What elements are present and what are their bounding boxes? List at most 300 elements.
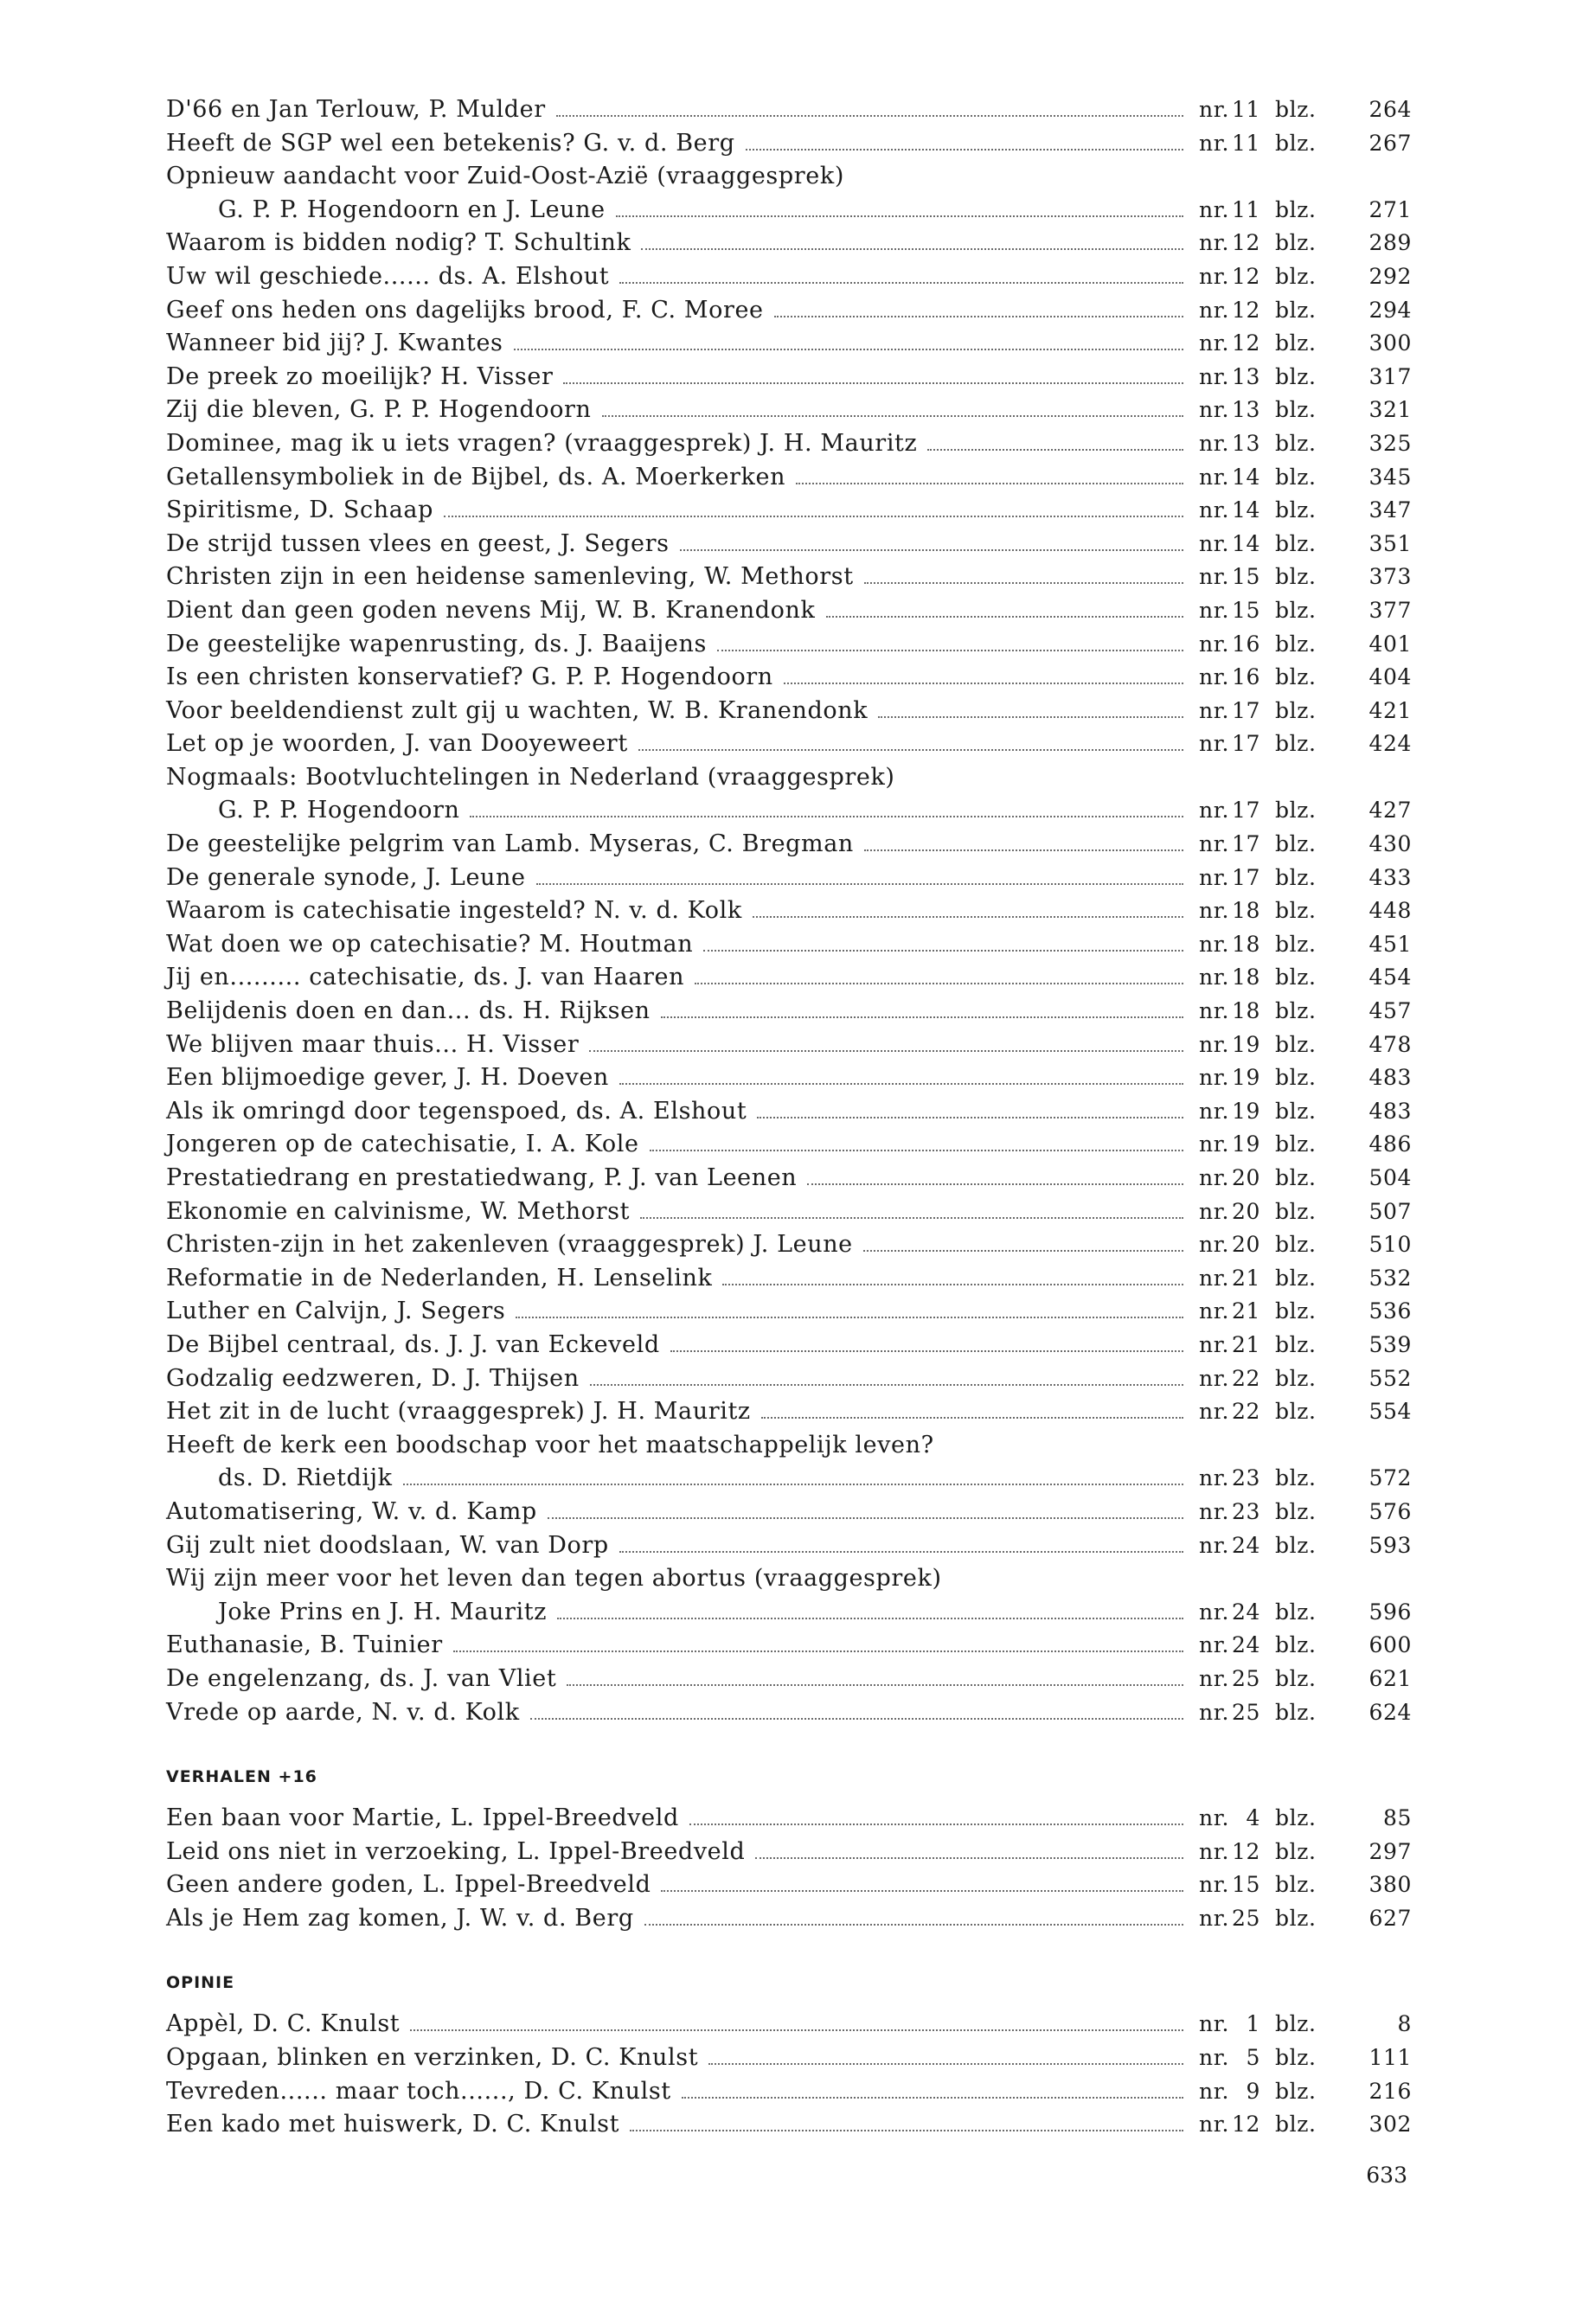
nr-value: 11 [1232, 130, 1261, 156]
entry-title: Zij die bleven, G. P. P. Hogendoorn [166, 396, 592, 424]
blz-label: blz. [1275, 1805, 1317, 1831]
dot-leader [644, 1924, 1183, 1926]
entry-title: Heeft de SGP wel een betekenis? G. v. d. Berg [166, 129, 735, 157]
dot-leader [589, 1050, 1183, 1052]
page-reference [1275, 1629, 1412, 1663]
index-entry [166, 995, 1412, 1029]
index-page [166, 93, 1412, 2142]
entry-reference [1199, 594, 1412, 628]
page-reference [1275, 227, 1412, 260]
issue-number [1199, 594, 1275, 628]
entry-reference [1199, 1496, 1412, 1529]
entry-reference [1199, 1529, 1412, 1563]
nr-label: nr. [1199, 1331, 1230, 1357]
entry-title: Geen andere goden, L. Ippel-Breedveld [166, 1871, 651, 1899]
main-entry-list [166, 93, 1412, 1729]
page-reference [1275, 2108, 1412, 2142]
blz-label: blz. [1275, 2011, 1317, 2037]
entry-title: Als je Hem zag komen, J. W. v. d. Berg [166, 1904, 634, 1932]
blz-label: blz. [1275, 1031, 1317, 1057]
page-reference [1275, 93, 1412, 127]
index-entry [166, 1262, 1412, 1296]
index-entry [166, 93, 1412, 127]
dot-leader [722, 1284, 1183, 1285]
entry-title: De preek zo moeilijk? H. Visser [166, 362, 554, 390]
blz-value: 454 [1368, 965, 1412, 990]
issue-number [1199, 1228, 1275, 1262]
page-reference [1275, 394, 1412, 427]
issue-number [1199, 494, 1275, 528]
blz-label: blz. [1275, 564, 1317, 590]
nr-label: nr. [1199, 597, 1230, 623]
index-entry [166, 695, 1412, 728]
dot-leader [661, 1016, 1183, 1018]
entry-title: Getallensymboliek in de Bijbel, ds. A. Moerkerken [166, 463, 786, 490]
issue-number [1199, 695, 1275, 728]
blz-label: blz. [1275, 97, 1317, 122]
dot-leader [670, 1350, 1183, 1352]
dot-leader [567, 1684, 1183, 1686]
blz-value: 421 [1368, 697, 1412, 723]
issue-number [1199, 1095, 1275, 1129]
page-reference [1275, 727, 1412, 761]
nr-value: 18 [1232, 898, 1261, 924]
blz-value: 433 [1368, 864, 1412, 890]
dot-leader [556, 115, 1183, 117]
index-entry [166, 1496, 1412, 1529]
page-reference [1275, 1462, 1412, 1496]
page-reference [1275, 1228, 1412, 1262]
nr-label: nr. [1199, 864, 1230, 890]
index-entry [166, 661, 1412, 695]
blz-value: 536 [1368, 1298, 1412, 1324]
blz-value: 345 [1368, 464, 1412, 490]
nr-value: 23 [1232, 1498, 1261, 1524]
index-entry [166, 1061, 1412, 1095]
nr-label: nr. [1199, 965, 1230, 990]
blz-value: 572 [1368, 1465, 1412, 1491]
nr-value: 9 [1246, 2078, 1261, 2104]
page-reference [1275, 928, 1412, 962]
blz-label: blz. [1275, 2078, 1317, 2104]
dot-leader [514, 349, 1184, 350]
entry-title: G. P. P. Hogendoorn [218, 797, 460, 824]
issue-number [1199, 260, 1275, 294]
blz-label: blz. [1275, 130, 1317, 156]
entry-reference [1199, 1395, 1412, 1429]
entry-title: Prestatiedrang en prestatiedwang, P. J. van Leenen [166, 1164, 798, 1191]
blz-value: 478 [1368, 1031, 1412, 1057]
index-entry [166, 1696, 1412, 1730]
nr-value: 12 [1232, 263, 1261, 289]
index-entry [166, 194, 1412, 228]
issue-number [1199, 1395, 1275, 1429]
entry-reference [1199, 1836, 1412, 1869]
blz-value: 600 [1368, 1632, 1412, 1658]
blz-value: 85 [1382, 1805, 1412, 1831]
index-entry [166, 727, 1412, 761]
issue-number [1199, 628, 1275, 662]
nr-value: 16 [1232, 664, 1261, 690]
issue-number [1199, 828, 1275, 862]
nr-label: nr. [1199, 1065, 1230, 1091]
blz-label: blz. [1275, 497, 1317, 523]
dot-leader [453, 1650, 1183, 1652]
index-entry [166, 1802, 1412, 1836]
entry-reference [1199, 1029, 1412, 1062]
issue-number [1199, 294, 1275, 328]
blz-label: blz. [1275, 965, 1317, 990]
blz-label: blz. [1275, 263, 1317, 289]
dot-leader [557, 1618, 1183, 1619]
issue-number [1199, 461, 1275, 495]
page-reference [1275, 995, 1412, 1029]
entry-title: D'66 en Jan Terlouw, P. Mulder [166, 96, 546, 123]
dot-leader [863, 1250, 1183, 1252]
entry-reference [1199, 1329, 1412, 1362]
nr-value: 17 [1232, 864, 1261, 890]
entry-reference [1199, 1128, 1412, 1162]
index-entry [166, 327, 1412, 361]
blz-value: 424 [1368, 731, 1412, 757]
nr-label: nr. [1199, 631, 1230, 657]
issue-number [1199, 227, 1275, 260]
dot-leader [602, 415, 1183, 417]
page-reference [1275, 1029, 1412, 1062]
issue-number [1199, 2008, 1275, 2041]
nr-value: 16 [1232, 631, 1261, 657]
dot-leader [641, 248, 1183, 250]
entry-reference [1199, 127, 1412, 161]
nr-label: nr. [1199, 2011, 1230, 2037]
entry-reference [1199, 961, 1412, 995]
nr-label: nr. [1199, 497, 1230, 523]
index-entry [166, 294, 1412, 328]
dot-leader [826, 616, 1184, 618]
entry-title: Automatisering, W. v. d. Kamp [166, 1497, 537, 1525]
page-reference [1275, 1262, 1412, 1296]
issue-number [1199, 1061, 1275, 1095]
entry-title: Leid ons niet in verzoeking, L. Ippel-Breedveld [166, 1837, 746, 1865]
entry-title-line: Opnieuw aandacht voor Zuid-Oost-Azië (vraaggesprek) [166, 163, 844, 190]
blz-label: blz. [1275, 297, 1317, 323]
blz-label: blz. [1275, 931, 1317, 957]
entry-reference [1199, 528, 1412, 561]
issue-number [1199, 1029, 1275, 1062]
nr-value: 15 [1232, 564, 1261, 590]
blz-value: 532 [1368, 1265, 1412, 1291]
page-reference [1275, 427, 1412, 461]
blz-label: blz. [1275, 1098, 1317, 1124]
entry-title-line: Nogmaals: Bootvluchtelingen in Nederland (vraaggesprek) [166, 763, 895, 791]
blz-value: 539 [1368, 1331, 1412, 1357]
issue-number [1199, 1596, 1275, 1630]
blz-label: blz. [1275, 464, 1317, 490]
dot-leader [536, 883, 1183, 885]
nr-value: 18 [1232, 998, 1261, 1024]
blz-value: 300 [1368, 330, 1412, 356]
entry-reference [1199, 394, 1412, 427]
dot-leader [682, 2097, 1183, 2099]
index-entry [166, 1868, 1412, 1902]
nr-label: nr. [1199, 664, 1230, 690]
entry-title: Euthanasie, B. Tuinier [166, 1631, 443, 1659]
nr-label: nr. [1199, 1838, 1230, 1864]
page-reference [1275, 2041, 1412, 2075]
dot-leader [590, 1384, 1183, 1386]
issue-number [1199, 794, 1275, 828]
nr-label: nr. [1199, 1805, 1230, 1831]
blz-label: blz. [1275, 1665, 1317, 1691]
dot-leader [619, 282, 1183, 284]
dot-leader [708, 2063, 1183, 2065]
page-reference [1275, 1095, 1412, 1129]
page-reference [1275, 1802, 1412, 1836]
blz-value: 627 [1368, 1905, 1412, 1931]
blz-value: 401 [1368, 631, 1412, 657]
dot-leader [630, 2130, 1183, 2131]
entry-title: De strijd tussen vlees en geest, J. Segers [166, 529, 670, 557]
blz-label: blz. [1275, 2112, 1317, 2138]
page-reference [1275, 1195, 1412, 1229]
nr-label: nr. [1199, 731, 1230, 757]
entry-title: Opgaan, blinken en verzinken, D. C. Knulst [166, 2044, 699, 2072]
nr-label: nr. [1199, 196, 1230, 222]
index-entry [166, 1295, 1412, 1329]
entry-title: Een baan voor Martie, L. Ippel-Breedveld [166, 1804, 679, 1832]
page-reference [1275, 1128, 1412, 1162]
index-entry [166, 928, 1412, 962]
entry-reference [1199, 327, 1412, 361]
blz-value: 554 [1368, 1399, 1412, 1425]
index-entry [166, 127, 1412, 161]
entry-reference [1199, 294, 1412, 328]
entry-title: Joke Prins en J. H. Mauritz [218, 1598, 548, 1625]
nr-value: 20 [1232, 1165, 1261, 1190]
verhalen-entry-list [166, 1802, 1412, 1935]
nr-value: 12 [1232, 330, 1261, 356]
entry-title: Waarom is catechisatie ingesteld? N. v. d. Kolk [166, 897, 742, 925]
page-reference [1275, 1663, 1412, 1696]
blz-label: blz. [1275, 798, 1317, 824]
entry-reference [1199, 494, 1412, 528]
nr-label: nr. [1199, 363, 1230, 389]
blz-label: blz. [1275, 831, 1317, 857]
nr-value: 5 [1246, 2045, 1261, 2071]
blz-value: 486 [1368, 1131, 1412, 1157]
blz-label: blz. [1275, 1532, 1317, 1558]
blz-value: 552 [1368, 1365, 1412, 1391]
blz-label: blz. [1275, 864, 1317, 890]
blz-label: blz. [1275, 1065, 1317, 1091]
page-reference [1275, 794, 1412, 828]
entry-title: Voor beeldendienst zult gij u wachten, W. B. Kranendonk [166, 696, 869, 724]
blz-label: blz. [1275, 430, 1317, 456]
nr-value: 15 [1232, 597, 1261, 623]
nr-label: nr. [1199, 1905, 1230, 1931]
dot-leader [746, 149, 1183, 151]
entry-reference [1199, 227, 1412, 260]
issue-number [1199, 862, 1275, 895]
nr-value: 12 [1232, 230, 1261, 256]
nr-value: 23 [1232, 1465, 1261, 1491]
entry-reference [1199, 1162, 1412, 1195]
blz-value: 351 [1368, 530, 1412, 556]
blz-value: 457 [1368, 998, 1412, 1024]
blz-label: blz. [1275, 363, 1317, 389]
blz-label: blz. [1275, 530, 1317, 556]
entry-reference [1199, 1696, 1412, 1730]
blz-label: blz. [1275, 1465, 1317, 1491]
issue-number [1199, 1802, 1275, 1836]
blz-value: 267 [1368, 130, 1412, 156]
nr-label: nr. [1199, 898, 1230, 924]
blz-value: 430 [1368, 831, 1412, 857]
index-entry [166, 1029, 1412, 1062]
blz-label: blz. [1275, 1498, 1317, 1524]
nr-label: nr. [1199, 931, 1230, 957]
dot-leader [784, 683, 1183, 684]
nr-value: 19 [1232, 1098, 1261, 1124]
blz-value: 264 [1368, 97, 1412, 122]
nr-label: nr. [1199, 97, 1230, 122]
dot-leader [864, 582, 1183, 584]
page-reference [1275, 1395, 1412, 1429]
nr-label: nr. [1199, 530, 1230, 556]
entry-title: Is een christen konservatief? G. P. P. Hogendoorn [166, 663, 773, 691]
entry-reference [1199, 1802, 1412, 1836]
blz-value: 111 [1368, 2045, 1412, 2071]
entry-title: Ekonomie en calvinisme, W. Methorst [166, 1197, 631, 1225]
entry-title: Reformatie in de Nederlanden, H. Lenselink [166, 1264, 713, 1292]
nr-value: 13 [1232, 430, 1261, 456]
blz-label: blz. [1275, 597, 1317, 623]
page-reference [1275, 594, 1412, 628]
nr-value: 21 [1232, 1265, 1261, 1291]
page-number: 633 [1366, 2163, 1407, 2188]
index-entry [166, 862, 1412, 895]
dot-leader [689, 1823, 1183, 1825]
entry-reference [1199, 1295, 1412, 1329]
blz-label: blz. [1275, 330, 1317, 356]
nr-label: nr. [1199, 1365, 1230, 1391]
nr-label: nr. [1199, 230, 1230, 256]
index-entry [166, 1529, 1412, 1563]
blz-label: blz. [1275, 1298, 1317, 1324]
entry-reference [1199, 1902, 1412, 1936]
blz-label: blz. [1275, 1131, 1317, 1157]
entry-reference [1199, 794, 1412, 828]
dot-leader [444, 516, 1183, 517]
index-entry [166, 628, 1412, 662]
blz-label: blz. [1275, 1699, 1317, 1725]
dot-leader [703, 950, 1183, 952]
index-entry [166, 427, 1412, 461]
entry-title: Luther en Calvijn, J. Segers [166, 1298, 506, 1325]
entry-title: We blijven maar thuis... H. Visser [166, 1030, 580, 1058]
entry-reference [1199, 1596, 1412, 1630]
nr-value: 11 [1232, 97, 1261, 122]
blz-value: 483 [1368, 1065, 1412, 1091]
nr-label: nr. [1199, 2112, 1230, 2138]
nr-value: 21 [1232, 1331, 1261, 1357]
page-reference [1275, 528, 1412, 561]
dot-leader [640, 1217, 1183, 1219]
nr-value: 14 [1232, 464, 1261, 490]
section-heading-verhalen: VERHALEN +16 [166, 1767, 317, 1787]
dot-leader [563, 382, 1183, 384]
page-reference [1275, 461, 1412, 495]
index-entry [166, 1228, 1412, 1262]
issue-number [1199, 127, 1275, 161]
nr-label: nr. [1199, 1632, 1230, 1658]
dot-leader [619, 1083, 1183, 1085]
nr-value: 24 [1232, 1599, 1261, 1625]
issue-number [1199, 1195, 1275, 1229]
blz-value: 377 [1368, 597, 1412, 623]
issue-number [1199, 1696, 1275, 1730]
entry-title: Godzalig eedzweren, D. J. Thijsen [166, 1364, 580, 1392]
entry-reference [1199, 1061, 1412, 1095]
dot-leader [661, 1890, 1183, 1892]
nr-label: nr. [1199, 564, 1230, 590]
blz-value: 216 [1368, 2078, 1412, 2104]
issue-number [1199, 995, 1275, 1029]
page-reference [1275, 1295, 1412, 1329]
issue-number [1199, 2108, 1275, 2142]
entry-title: Het zit in de lucht (vraaggesprek) J. H. Mauritz [166, 1398, 751, 1426]
blz-label: blz. [1275, 1905, 1317, 1931]
blz-label: blz. [1275, 196, 1317, 222]
page-reference [1275, 327, 1412, 361]
nr-label: nr. [1199, 1098, 1230, 1124]
issue-number [1199, 561, 1275, 594]
entry-title-line: Wij zijn meer voor het leven dan tegen abortus (vraaggesprek) [166, 1565, 942, 1593]
nr-value: 13 [1232, 397, 1261, 423]
dot-leader [757, 1117, 1183, 1118]
index-entry [166, 2108, 1412, 2142]
nr-label: nr. [1199, 130, 1230, 156]
nr-value: 1 [1246, 2011, 1261, 2037]
entry-reference [1199, 461, 1412, 495]
blz-label: blz. [1275, 1265, 1317, 1291]
entry-title: De generale synode, J. Leune [166, 863, 526, 891]
dot-leader [638, 749, 1183, 751]
issue-number [1199, 1362, 1275, 1396]
entry-reference [1199, 1663, 1412, 1696]
entry-title: Belijdenis doen en dan... ds. H. Rijksen [166, 997, 651, 1025]
issue-number [1199, 194, 1275, 228]
entry-reference [1199, 727, 1412, 761]
index-entry [166, 1462, 1412, 1496]
blz-value: 297 [1368, 1838, 1412, 1864]
blz-label: blz. [1275, 697, 1317, 723]
opinie-entry-list [166, 2008, 1412, 2141]
issue-number [1199, 1496, 1275, 1529]
nr-label: nr. [1199, 263, 1230, 289]
nr-label: nr. [1199, 1165, 1230, 1190]
entry-reference [1199, 427, 1412, 461]
index-entry [166, 2075, 1412, 2109]
nr-label: nr. [1199, 1465, 1230, 1491]
entry-reference [1199, 361, 1412, 394]
dot-leader [516, 1317, 1183, 1318]
nr-label: nr. [1199, 2045, 1230, 2071]
dot-leader [774, 316, 1183, 317]
entry-reference [1199, 561, 1412, 594]
nr-value: 15 [1232, 1872, 1261, 1898]
nr-label: nr. [1199, 697, 1230, 723]
